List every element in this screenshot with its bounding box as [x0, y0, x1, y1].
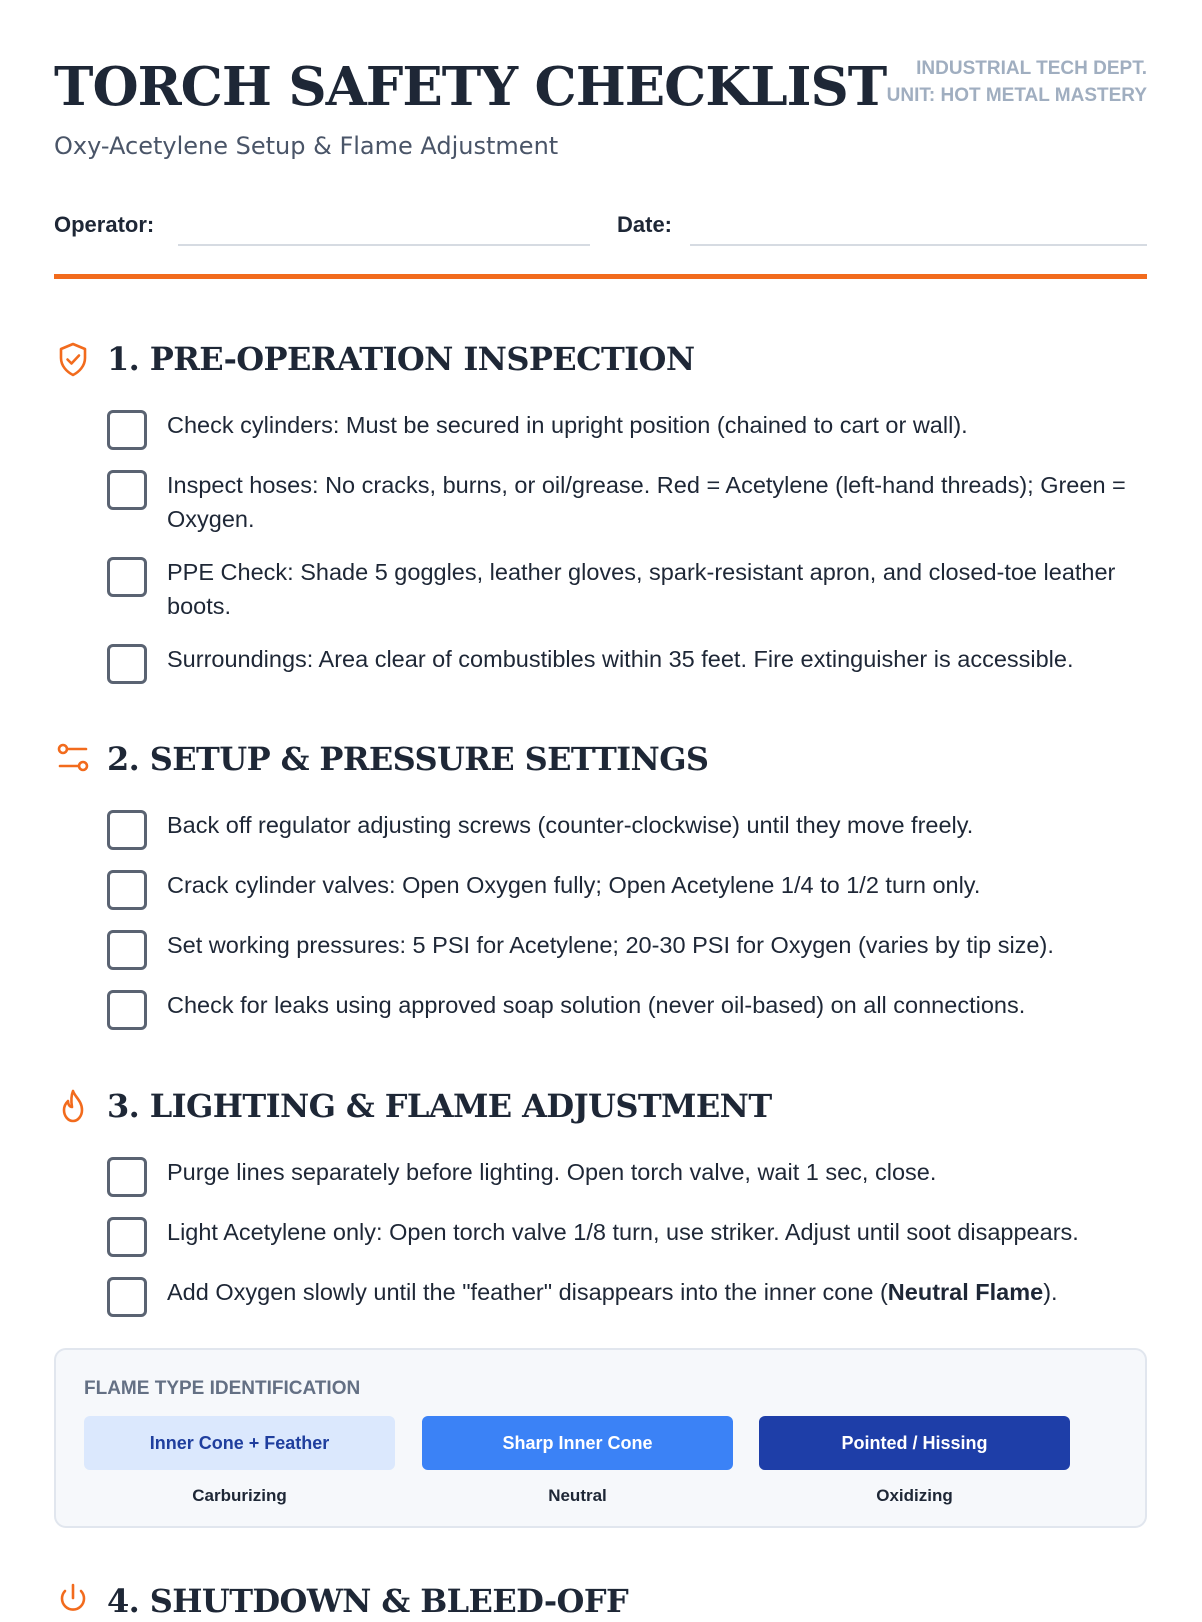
item-text-part: ). [1043, 1279, 1058, 1305]
item-text-part: Add Oxygen slowly until the "feather" disappears into the inner cone ( [167, 1279, 888, 1305]
checkbox[interactable] [107, 810, 147, 850]
item-text: Check for leaks using approved soap solution (never oil-based) on all connections. [167, 992, 1026, 1018]
checkbox[interactable] [107, 1277, 147, 1317]
checkbox[interactable] [107, 557, 147, 597]
checkbox[interactable] [107, 930, 147, 970]
item-text [167, 1275, 1202, 1309]
flame-caption: Neutral [548, 1486, 607, 1505]
unit-name: UNIT: HOT METAL MASTERY [886, 85, 1147, 106]
section-title-shutdown: 4. SHUTDOWN & BLEED-OFF [107, 1582, 629, 1620]
checkbox[interactable] [107, 644, 147, 684]
flame-caption: Oxidizing [876, 1486, 953, 1505]
section-title: 3. LIGHTING & FLAME ADJUSTMENT [107, 1087, 772, 1125]
shield-check-icon [54, 340, 92, 378]
checkbox[interactable] [107, 1217, 147, 1257]
checkbox[interactable] [107, 870, 147, 910]
settings-sliders-icon [54, 740, 92, 778]
page-subtitle: Oxy-Acetylene Setup & Flame Adjustment [54, 132, 559, 160]
power-icon [54, 1580, 92, 1618]
item-text: Surroundings: Area clear of combustibles within 35 feet. Fire extinguisher is accessible. [167, 646, 1074, 672]
operator-label: Operator: [54, 212, 155, 237]
item-text: Inspect hoses: No cracks, burns, or oil/grease. Red = Acetylene (left-hand threads); Green = Oxygen. [167, 472, 1126, 532]
flame-panel-heading: FLAME TYPE IDENTIFICATION [84, 1378, 361, 1399]
checkbox[interactable] [107, 470, 147, 510]
flame-caption: Carburizing [192, 1486, 287, 1505]
flame-type-panel [54, 1348, 1147, 1528]
item-text: Check cylinders: Must be secured in upright position (chained to cart or wall). [167, 412, 968, 438]
item-text: Light Acetylene only: Open torch valve 1/8 turn, use striker. Adjust until soot disappears. [167, 1219, 1079, 1245]
flame-icon [54, 1087, 92, 1125]
flame-chip: Pointed / Hissing [759, 1416, 1070, 1470]
item-text: PPE Check: Shade 5 goggles, leather gloves, spark-resistant apron, and closed-toe leather boots. [167, 559, 1116, 619]
flame-chip: Inner Cone + Feather [84, 1416, 395, 1470]
date-field[interactable] [690, 244, 1147, 246]
neutral-flame-emphasis: Neutral Flame [887, 1279, 1044, 1305]
operator-field[interactable] [178, 244, 590, 246]
date-label: Date: [617, 212, 673, 237]
department-name: INDUSTRIAL TECH DEPT. [916, 58, 1147, 79]
header-divider [54, 274, 1147, 279]
item-text: Purge lines separately before lighting. Open torch valve, wait 1 sec, close. [167, 1159, 937, 1185]
checkbox[interactable] [107, 1157, 147, 1197]
section-title: 1. PRE-OPERATION INSPECTION [107, 340, 695, 378]
item-text: Set working pressures: 5 PSI for Acetylene; 20-30 PSI for Oxygen (varies by tip size). [167, 932, 1054, 958]
section-title: 2. SETUP & PRESSURE SETTINGS [107, 740, 709, 778]
flame-chip: Sharp Inner Cone [422, 1416, 733, 1470]
checkbox[interactable] [107, 410, 147, 450]
department-block [887, 55, 1147, 109]
checkbox[interactable] [107, 990, 147, 1030]
page-title: TORCH SAFETY CHECKLIST [54, 56, 887, 118]
item-text: Back off regulator adjusting screws (counter-clockwise) until they move freely. [167, 812, 974, 838]
item-text: Crack cylinder valves: Open Oxygen fully; Open Acetylene 1/4 to 1/2 turn only. [167, 872, 981, 898]
